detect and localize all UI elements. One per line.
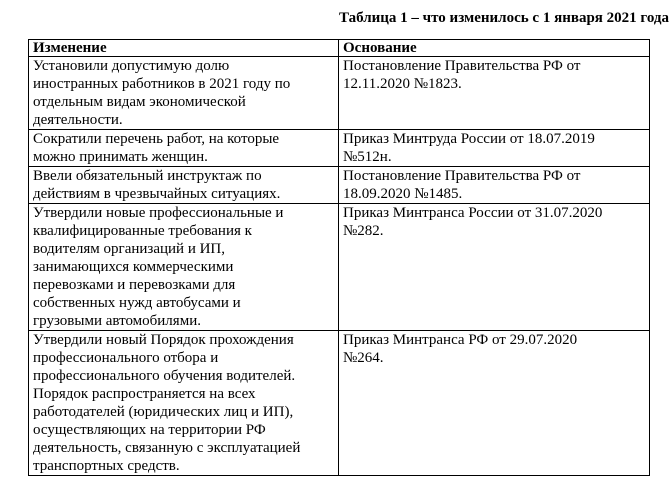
cell-line: транспортных средств. (33, 458, 180, 474)
cell-line: Приказ Минтранса РФ от 29.07.2020 (343, 332, 578, 348)
table-header-row (29, 40, 650, 57)
cell-line: профессионального отбора и (33, 350, 219, 366)
cell-line: отдельным видам экономической (33, 94, 246, 110)
cell-line: деятельности. (33, 112, 123, 128)
changes-table (28, 39, 650, 476)
basis-cell (339, 57, 650, 130)
cell-line: работодателей (юридических лиц и ИП), (33, 404, 294, 420)
basis-cell (339, 167, 650, 204)
cell-line: собственных нужд автобусами и (33, 295, 241, 311)
table-row (29, 167, 650, 204)
basis-cell (339, 130, 650, 167)
change-cell (29, 130, 339, 167)
cell-line: иностранных работников в 2021 году по (33, 76, 291, 92)
cell-line: Приказ Минтруда России от 18.07.2019 (343, 131, 595, 147)
change-cell (29, 167, 339, 204)
cell-line: №282. (343, 223, 384, 239)
cell-line: Приказ Минтранса России от 31.07.2020 (343, 205, 603, 221)
cell-line: водителям организаций и ИП, (33, 241, 226, 257)
cell-line: профессионального обучения водителей. (33, 368, 296, 384)
cell-line: Сократили перечень работ, на которые (33, 131, 280, 147)
cell-line: №264. (343, 350, 384, 366)
cell-line: осуществляющих на территории РФ (33, 422, 266, 438)
cell-line: Постановление Правительства РФ от (343, 168, 581, 184)
table-row (29, 130, 650, 167)
cell-line: перевозками и перевозками для (33, 277, 236, 293)
cell-line: 12.11.2020 №1823. (343, 76, 462, 92)
table-row (29, 331, 650, 476)
cell-line: квалифицированные требования к (33, 223, 252, 239)
cell-line: действиям в чрезвычайных ситуациях. (33, 186, 281, 202)
cell-line: деятельность, связанную с эксплуатацией (33, 440, 301, 456)
cell-line: Постановление Правительства РФ от (343, 58, 581, 74)
cell-line: Утвердили новые профессиональные и (33, 205, 284, 221)
cell-line: занимающихся коммерческими (33, 259, 234, 275)
table-caption: Таблица 1 – что изменилось с 1 января 2021 года (338, 10, 669, 26)
change-cell (29, 57, 339, 130)
cell-line: грузовыми автомобилями. (33, 313, 201, 329)
basis-cell (339, 331, 650, 476)
cell-line: №512н. (343, 149, 392, 165)
table-row (29, 57, 650, 130)
basis-cell (339, 204, 650, 331)
cell-line: Ввели обязательный инструктаж по (33, 168, 262, 184)
cell-line: Порядок распространяется на всех (33, 386, 256, 402)
cell-line: 18.09.2020 №1485. (343, 186, 463, 202)
cell-line: Установили допустимую долю (33, 58, 230, 74)
change-cell (29, 331, 339, 476)
header-basis: Основание (339, 40, 650, 57)
cell-line: можно принимать женщин. (33, 149, 208, 165)
change-cell (29, 204, 339, 331)
header-change: Изменение (29, 40, 339, 57)
table-row (29, 204, 650, 331)
cell-line: Утвердили новый Порядок прохождения (33, 332, 294, 348)
